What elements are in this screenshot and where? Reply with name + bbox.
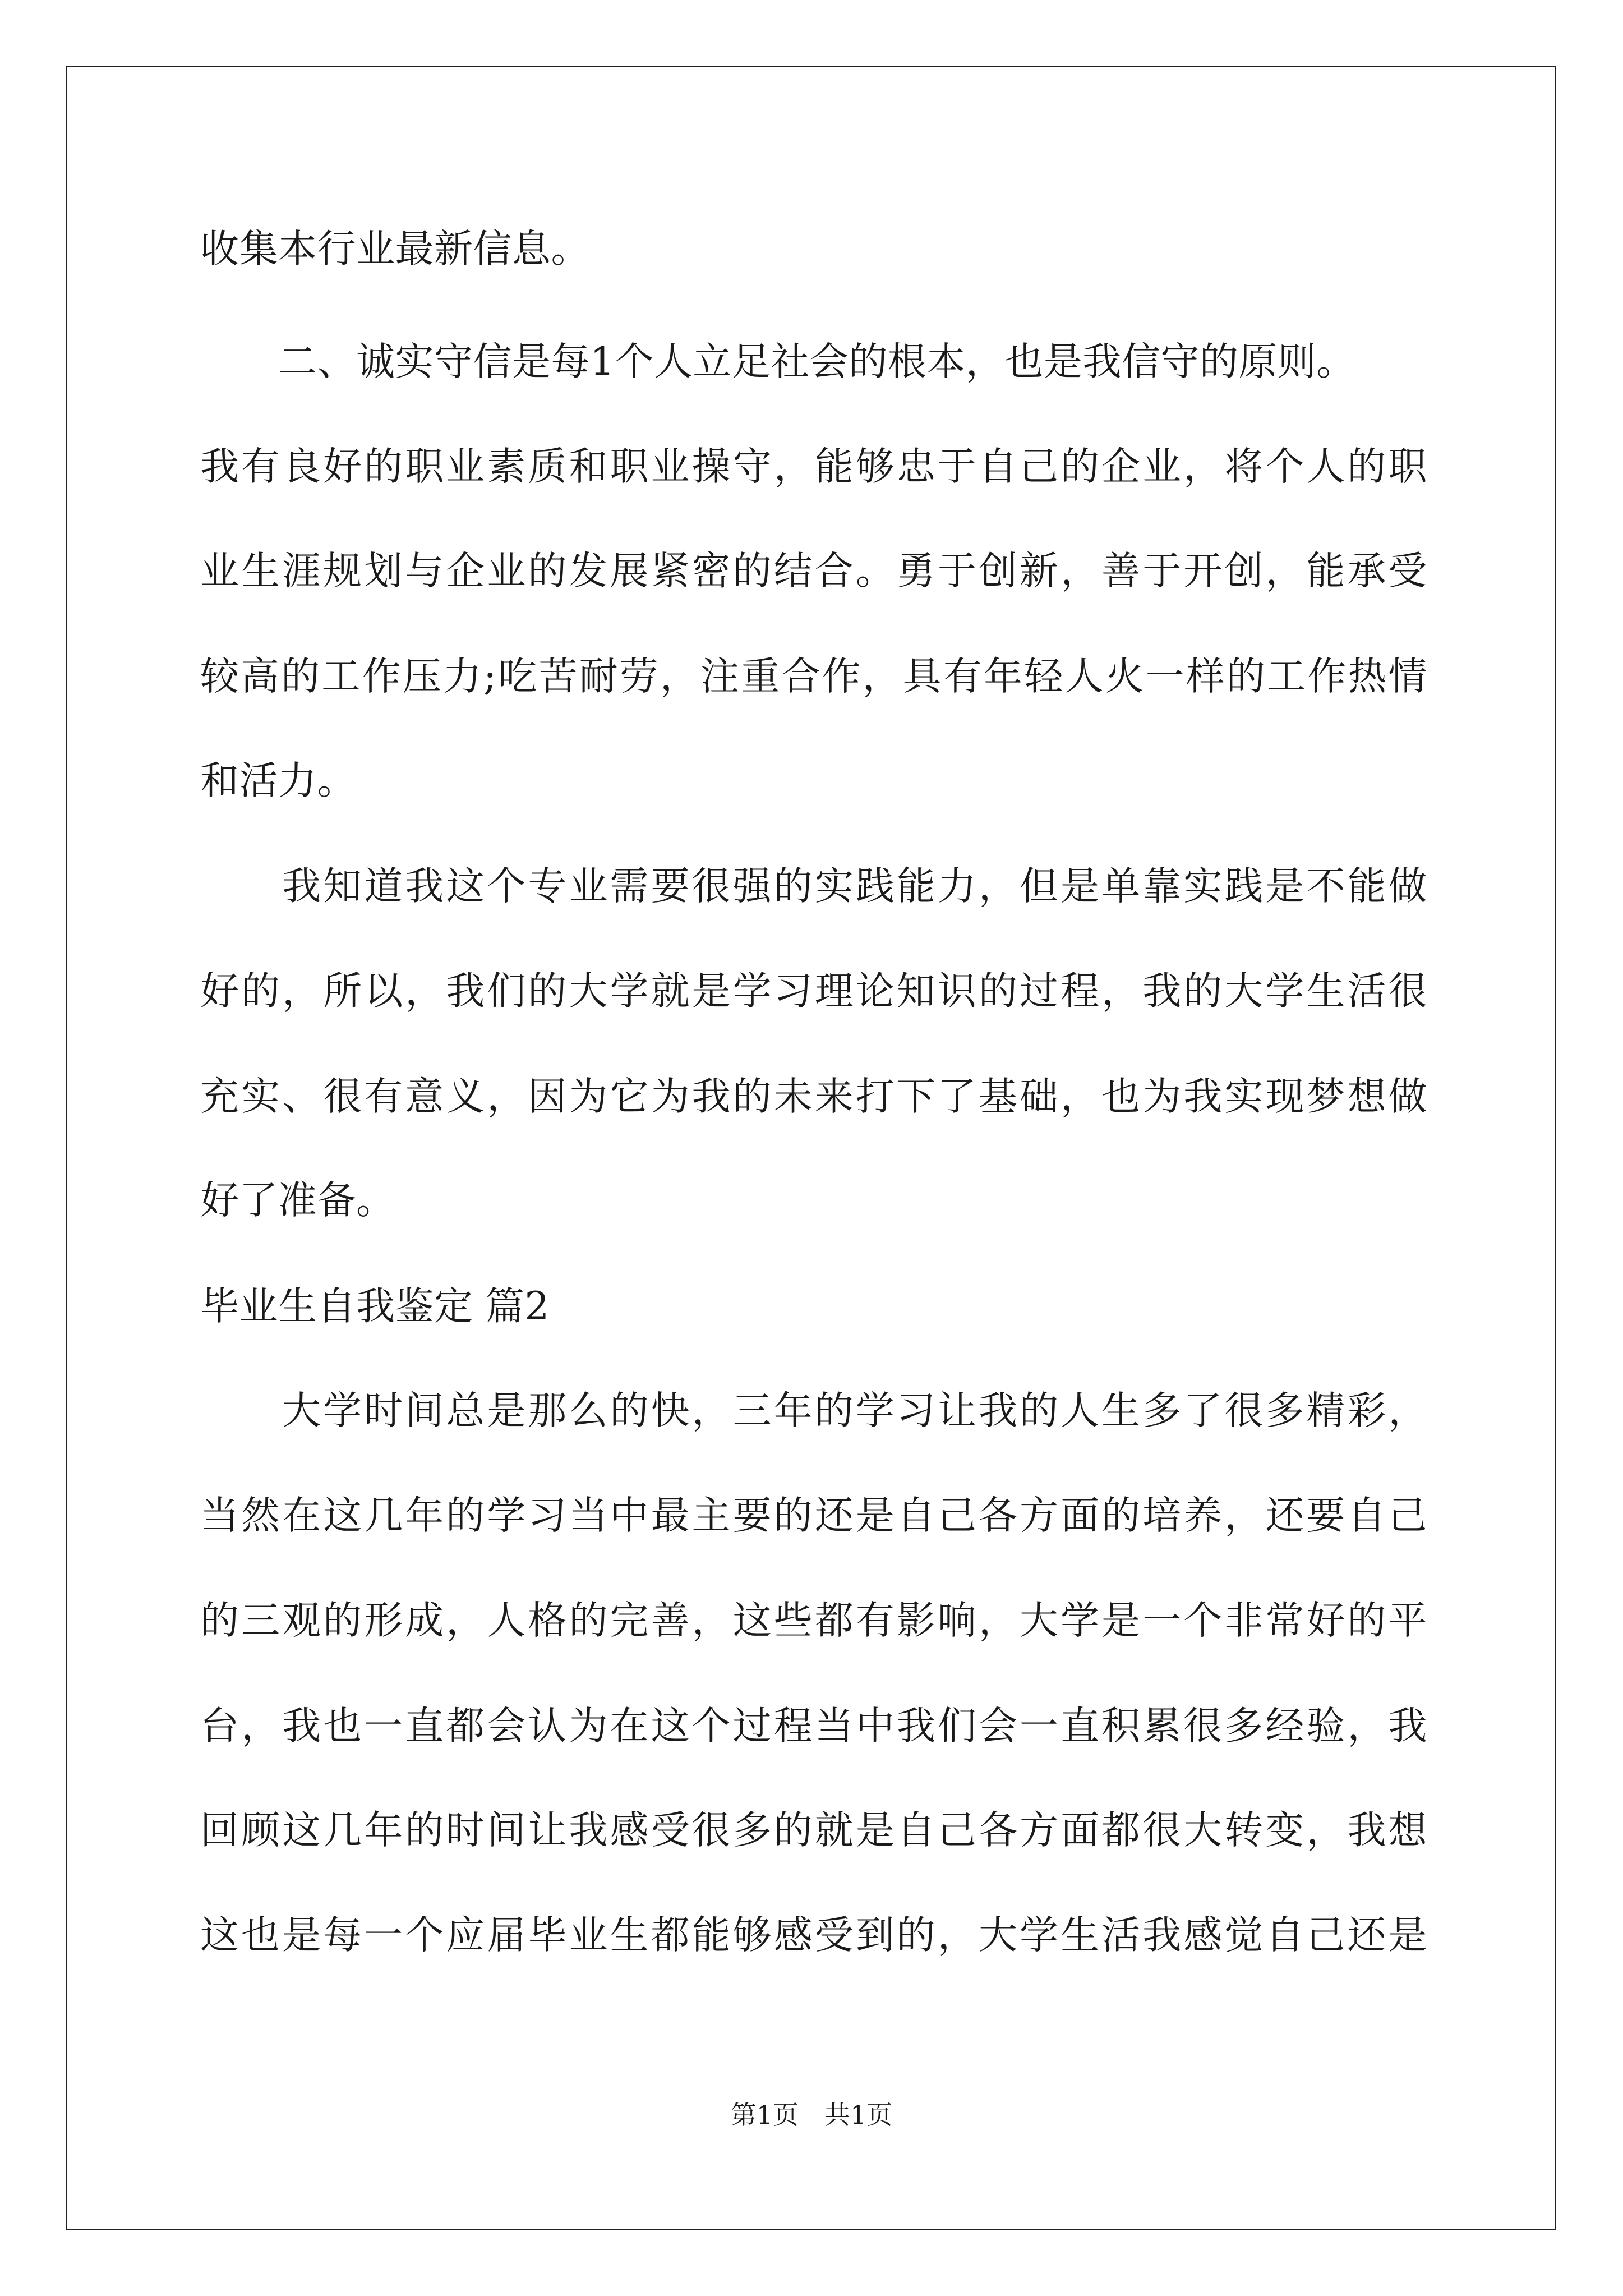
paragraph-line: 收集本行业最新信息。 (200, 227, 590, 272)
paragraph-line: 我知道我这个专业需要很强的实践能力，但是单靠实践是不能做 (200, 864, 1427, 909)
paragraph-line: 的三观的形成，人格的完善，这些都有影响，大学是一个非常好的平 (200, 1598, 1427, 1643)
page-footer (0, 2100, 1623, 2129)
page-border (66, 66, 1556, 2230)
paragraph-line: 台，我也一直都会认为在这个过程当中我们会一直积累很多经验，我 (200, 1704, 1427, 1749)
paragraph-line: 二、诚实守信是每1个人立足社会的根本，也是我信守的原则。 (200, 339, 1355, 384)
paragraph-line: 好了准备。 (200, 1178, 395, 1223)
paragraph-line: 我有良好的职业素质和职业操守，能够忠于自己的企业，将个人的职 (200, 444, 1427, 489)
paragraph-line: 和活力。 (200, 758, 356, 803)
paragraph-line: 当然在这几年的学习当中最主要的还是自己各方面的培养，还要自己 (200, 1493, 1427, 1538)
paragraph-line: 好的，所以，我们的大学就是学习理论知识的过程，我的大学生活很 (200, 969, 1427, 1014)
paragraph-line: 较高的工作压力;吃苦耐劳，注重合作，具有年轻人火一样的工作热情 (200, 654, 1427, 699)
paragraph-line: 业生涯规划与企业的发展紧密的结合。勇于创新，善于开创，能承受 (200, 549, 1427, 593)
paragraph-line: 回顾这几年的时间让我感受很多的就是自己各方面都很大转变，我想 (200, 1808, 1427, 1853)
paragraph-line: 充实、很有意义，因为它为我的未来打下了基础，也为我实现梦想做 (200, 1074, 1427, 1119)
section-heading: 毕业生自我鉴定 篇2 (200, 1284, 550, 1329)
paragraph-line: 大学时间总是那么的快，三年的学习让我的人生多了很多精彩， (200, 1388, 1427, 1433)
paragraph-line: 这也是每一个应届毕业生都能够感受到的，大学生活我感觉自己还是 (200, 1913, 1427, 1958)
page-number: 第1页 共1页 (730, 2100, 893, 2130)
